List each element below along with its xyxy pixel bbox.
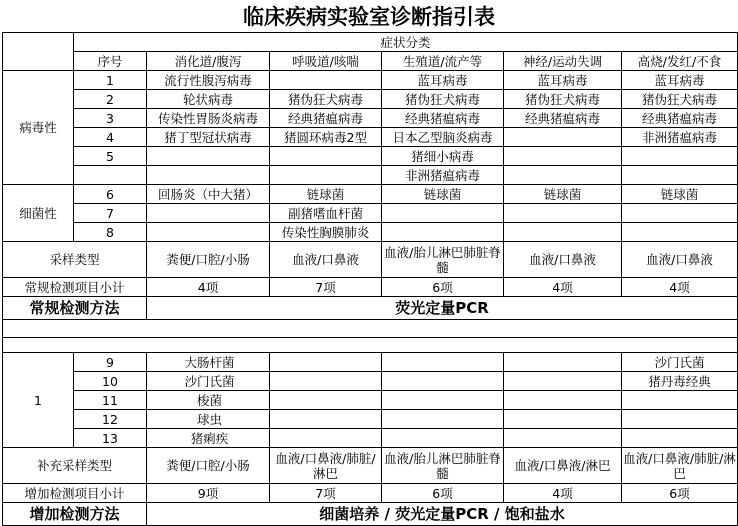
page-title: 临床疾病实验室诊断指引表: [243, 5, 495, 29]
count-cell: 7项: [270, 484, 382, 503]
pathogen-cell: 经典猪瘟病毒: [382, 109, 504, 128]
row-index: [74, 166, 147, 185]
sampling-cell: 血液/口鼻液/肺脏/淋巴: [622, 448, 738, 484]
pathogen-cell: [382, 410, 504, 429]
pathogen-cell: 流行性腹泻病毒: [147, 71, 270, 90]
pathogen-cell: 沙门氏菌: [147, 372, 270, 391]
pathogen-cell: [622, 223, 738, 242]
row-index: 2: [74, 90, 147, 109]
pathogen-cell: [270, 147, 382, 166]
pathogen-cell: [270, 410, 382, 429]
pathogen-cell: [504, 391, 622, 410]
row-index: 11: [74, 391, 147, 410]
pathogen-cell: 猪痢疾: [147, 429, 270, 448]
extra-sampling-label: 补充采样类型: [3, 448, 147, 484]
header-row: [3, 52, 738, 71]
row-index: 3: [74, 109, 147, 128]
extra-row: [3, 410, 738, 429]
pathogen-cell: [270, 166, 382, 185]
pathogen-cell: 链球菌: [622, 185, 738, 204]
pathogen-cell: [504, 410, 622, 429]
pathogen-cell: [270, 429, 382, 448]
pathogen-cell: 大肠杆菌: [147, 353, 270, 372]
pathogen-cell: [504, 429, 622, 448]
row-index: 9: [74, 353, 147, 372]
count-cell: 6项: [382, 278, 504, 297]
symptom-col-header: 高烧/发红/不食: [622, 52, 738, 71]
pathogen-cell: [270, 391, 382, 410]
pathogen-cell: 猪丹毒经典: [622, 372, 738, 391]
row-index: 8: [74, 223, 147, 242]
pathogen-cell: [382, 223, 504, 242]
pathogen-cell: 传染性胃肠炎病毒: [147, 109, 270, 128]
pathogen-cell: 梭菌: [147, 391, 270, 410]
row-index: 1: [74, 71, 147, 90]
pathogen-cell: [622, 429, 738, 448]
extra-row: [3, 353, 738, 372]
pathogen-cell: 链球菌: [382, 185, 504, 204]
pathogen-cell: [622, 204, 738, 223]
count-row: [3, 484, 738, 503]
pathogen-row: [3, 109, 738, 128]
pathogen-cell: 猪伪狂犬病毒: [382, 90, 504, 109]
row-index: 10: [74, 372, 147, 391]
count-cell: 4项: [504, 484, 622, 503]
pathogen-cell: [504, 128, 622, 147]
pathogen-cell: 蓝耳病毒: [382, 71, 504, 90]
pathogen-cell: 经典猪瘟病毒: [622, 109, 738, 128]
pathogen-cell: [622, 166, 738, 185]
extra-row: [3, 372, 738, 391]
sampling-label: 采样类型: [3, 242, 147, 278]
pathogen-cell: [147, 223, 270, 242]
pathogen-cell: [270, 353, 382, 372]
method-row: [3, 297, 738, 320]
pathogen-cell: 猪圆环病毒2型: [270, 128, 382, 147]
sampling-cell: 血液/胎儿淋巴肺脏脊髓: [382, 448, 504, 484]
pathogen-cell: 蓝耳病毒: [622, 71, 738, 90]
symptom-col-header: 消化道/腹泻: [147, 52, 270, 71]
pathogen-cell: [622, 410, 738, 429]
pathogen-cell: 日本乙型脑炎病毒: [382, 128, 504, 147]
routine-method-label: 常规检测方法: [3, 297, 147, 320]
count-row: [3, 278, 738, 297]
spacer-row: [3, 320, 738, 338]
sampling-cell: 血液/口鼻液/淋巴: [504, 448, 622, 484]
pathogen-cell: [147, 147, 270, 166]
spacer-cell: [3, 320, 738, 338]
group-label-extra: 1: [3, 353, 74, 448]
extra-method-label: 增加检测方法: [3, 503, 147, 526]
pathogen-cell: 非洲猪瘟病毒: [382, 166, 504, 185]
spacer-row: [3, 338, 738, 353]
pathogen-row: [3, 128, 738, 147]
pathogen-cell: [270, 71, 382, 90]
extra-sampling-row: [3, 448, 738, 484]
pathogen-row: [3, 147, 738, 166]
extra-method-value: 细菌培养 / 荧光定量PCR / 饱和盐水: [147, 503, 738, 526]
extra-row: [3, 391, 738, 410]
pathogen-cell: [504, 204, 622, 223]
row-index: 12: [74, 410, 147, 429]
pathogen-cell: 猪丁型冠状病毒: [147, 128, 270, 147]
extra-row: [3, 429, 738, 448]
diagnosis-table: [2, 32, 738, 526]
sampling-row: [3, 242, 738, 278]
pathogen-cell: 回肠炎（中大猪）: [147, 185, 270, 204]
count-cell: 7项: [270, 278, 382, 297]
group-label-bacteria: 细菌性: [3, 185, 74, 242]
symptom-group-header: 症状分类: [74, 33, 738, 52]
pathogen-cell: 经典猪瘟病毒: [270, 109, 382, 128]
pathogen-cell: [504, 147, 622, 166]
pathogen-cell: 球虫: [147, 410, 270, 429]
pathogen-cell: [622, 147, 738, 166]
pathogen-cell: [504, 372, 622, 391]
pathogen-cell: 猪细小病毒: [382, 147, 504, 166]
pathogen-row: [3, 71, 738, 90]
pathogen-cell: [382, 429, 504, 448]
blank-cell: [3, 33, 74, 71]
pathogen-cell: [382, 391, 504, 410]
pathogen-cell: 链球菌: [270, 185, 382, 204]
count-cell: 4项: [622, 278, 738, 297]
pathogen-cell: 轮状病毒: [147, 90, 270, 109]
pathogen-cell: 非洲猪瘟病毒: [622, 128, 738, 147]
pathogen-cell: [382, 204, 504, 223]
header-row: [3, 33, 738, 52]
pathogen-cell: [504, 166, 622, 185]
pathogen-cell: 经典猪瘟病毒: [504, 109, 622, 128]
pathogen-cell: 沙门氏菌: [622, 353, 738, 372]
pathogen-row: [3, 204, 738, 223]
pathogen-cell: [147, 166, 270, 185]
sampling-cell: 粪便/口腔/小肠: [147, 448, 270, 484]
pathogen-cell: [622, 391, 738, 410]
pathogen-cell: 蓝耳病毒: [504, 71, 622, 90]
symptom-col-header: 生殖道/流产等: [382, 52, 504, 71]
routine-method-value: 荧光定量PCR: [147, 297, 738, 320]
sampling-cell: 血液/口鼻液/肺脏/淋巴: [270, 448, 382, 484]
pathogen-row: [3, 223, 738, 242]
pathogen-cell: 猪伪狂犬病毒: [270, 90, 382, 109]
pathogen-cell: [382, 372, 504, 391]
pathogen-row: [3, 166, 738, 185]
pathogen-cell: 副猪嗜血杆菌: [270, 204, 382, 223]
row-index: 5: [74, 147, 147, 166]
pathogen-cell: 链球菌: [504, 185, 622, 204]
pathogen-cell: 猪伪狂犬病毒: [504, 90, 622, 109]
count-cell: 4项: [147, 278, 270, 297]
count-cell: 9项: [147, 484, 270, 503]
spacer-cell: [3, 338, 738, 353]
row-index: 6: [74, 185, 147, 204]
row-index: 13: [74, 429, 147, 448]
index-header: 序号: [74, 52, 147, 71]
pathogen-cell: 传染性胸膜肺炎: [270, 223, 382, 242]
sampling-cell: 血液/胎儿淋巴肺脏脊髓: [382, 242, 504, 278]
count-cell: 4项: [504, 278, 622, 297]
pathogen-cell: [504, 223, 622, 242]
symptom-col-header: 神经/运动失调: [504, 52, 622, 71]
pathogen-cell: [270, 372, 382, 391]
sampling-cell: 粪便/口腔/小肠: [147, 242, 270, 278]
pathogen-cell: [382, 353, 504, 372]
group-label-virus: 病毒性: [3, 71, 74, 185]
pathogen-cell: 猪伪狂犬病毒: [622, 90, 738, 109]
symptom-col-header: 呼吸道/咳喘: [270, 52, 382, 71]
sampling-cell: 血液/口鼻液: [270, 242, 382, 278]
count-cell: 6项: [622, 484, 738, 503]
count-cell: 6项: [382, 484, 504, 503]
sampling-cell: 血液/口鼻液: [622, 242, 738, 278]
extra-count-label: 增加检测项目小计: [3, 484, 147, 503]
row-index: 4: [74, 128, 147, 147]
method-row: [3, 503, 738, 526]
routine-count-label: 常规检测项目小计: [3, 278, 147, 297]
sampling-cell: 血液/口鼻液: [504, 242, 622, 278]
row-index: 7: [74, 204, 147, 223]
pathogen-row: [3, 185, 738, 204]
pathogen-row: [3, 90, 738, 109]
pathogen-cell: [504, 353, 622, 372]
pathogen-cell: [147, 204, 270, 223]
